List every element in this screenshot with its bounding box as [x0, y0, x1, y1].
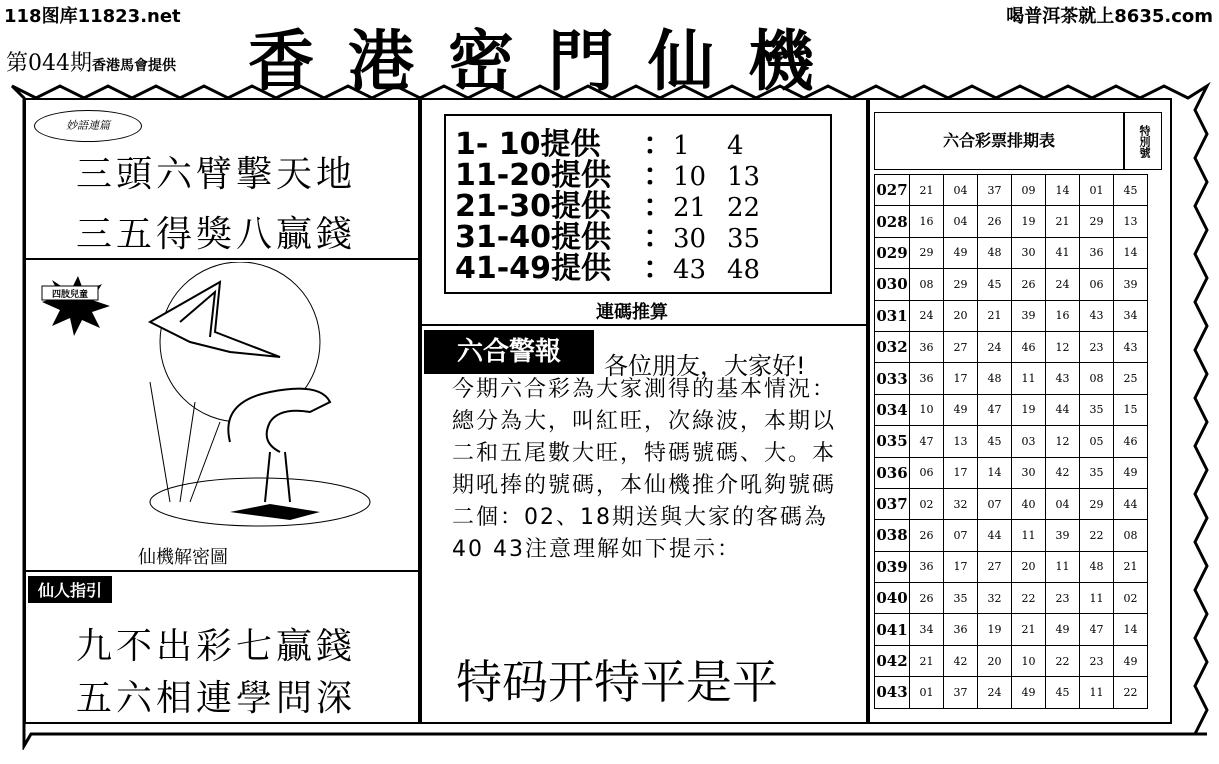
period-cell: 036 — [875, 457, 910, 488]
number-cell: 42 — [944, 645, 978, 676]
number-cell: 21 — [910, 175, 944, 206]
table-row — [875, 206, 1148, 237]
number-cell: 14 — [1114, 614, 1148, 645]
number-cell: 24 — [978, 331, 1012, 362]
number-cell: 23 — [1046, 583, 1080, 614]
number-cell: 29 — [1080, 488, 1114, 519]
alert-tag: 六合警報 — [424, 330, 594, 374]
number-cell: 08 — [910, 269, 944, 300]
schedule-table — [874, 174, 1148, 709]
issue-label: 第044期 — [6, 51, 92, 76]
table-row — [875, 363, 1148, 394]
range-row: 41-49提供 ：43 48 — [455, 254, 781, 285]
number-cell: 49 — [1114, 645, 1148, 676]
number-cell: 36 — [910, 551, 944, 582]
number-cell: 45 — [1046, 677, 1080, 708]
alert-body: 今期六合彩為大家測得的基本情況：總分為大，叫紅旺，次綠波，本期以二和五尾數大旺，特碼號碼、大。本期吼捧的號碼，本仙機推介吼夠號碼二個：02、18期送與大家的客碼為40 43注意理解如下提示： — [452, 377, 837, 562]
number-cell: 49 — [1046, 614, 1080, 645]
number-cell: 22 — [1080, 520, 1114, 551]
number-cell: 24 — [910, 300, 944, 331]
number-cell: 21 — [1012, 614, 1046, 645]
table-row — [875, 175, 1148, 206]
number-cell: 11 — [1012, 520, 1046, 551]
number-cell: 20 — [1012, 551, 1046, 582]
period-cell: 032 — [875, 331, 910, 362]
number-cell: 44 — [1114, 488, 1148, 519]
number-cell: 32 — [978, 583, 1012, 614]
range-label: 41-49提供 — [455, 251, 611, 286]
number-cell: 34 — [910, 614, 944, 645]
number-cell: 36 — [910, 331, 944, 362]
period-cell: 031 — [875, 300, 910, 331]
number-cell: 40 — [1012, 488, 1046, 519]
range-row: 11-20提供 ：10 13 — [455, 161, 781, 192]
number-cell: 10 — [910, 394, 944, 425]
number-cell: 37 — [978, 175, 1012, 206]
number-cell: 13 — [1114, 206, 1148, 237]
period-cell: 027 — [875, 175, 910, 206]
number-cell: 46 — [1012, 331, 1046, 362]
period-cell: 029 — [875, 237, 910, 268]
period-cell: 039 — [875, 551, 910, 582]
picture-caption: 仙機解密圖 — [138, 547, 228, 568]
number-cell: 49 — [944, 394, 978, 425]
number-cell: 22 — [1046, 645, 1080, 676]
number-cell: 47 — [978, 394, 1012, 425]
number-cell: 12 — [1046, 426, 1080, 457]
number-cell: 49 — [1114, 457, 1148, 488]
table-row — [875, 583, 1148, 614]
number-cell: 24 — [1046, 269, 1080, 300]
number-cell: 04 — [944, 206, 978, 237]
number-cell: 21 — [1114, 551, 1148, 582]
number-cell: 43 — [1114, 331, 1148, 362]
period-cell: 040 — [875, 583, 910, 614]
range-row: 31-40提供 ：30 35 — [455, 223, 781, 254]
number-cell: 06 — [910, 457, 944, 488]
range-value: 22 — [727, 193, 761, 223]
table-row — [875, 426, 1148, 457]
number-cell: 11 — [1080, 677, 1114, 708]
number-cell: 03 — [1012, 426, 1046, 457]
crane-illustration — [30, 262, 410, 542]
range-value: 13 — [727, 162, 761, 192]
number-cell: 29 — [944, 269, 978, 300]
number-cell: 21 — [910, 645, 944, 676]
number-cell: 30 — [1012, 237, 1046, 268]
number-cell: 01 — [1080, 175, 1114, 206]
range-value: 48 — [727, 255, 761, 285]
number-cell: 22 — [1012, 583, 1046, 614]
table-row — [875, 300, 1148, 331]
number-cell: 48 — [978, 363, 1012, 394]
number-cell: 39 — [1046, 520, 1080, 551]
number-cell: 02 — [910, 488, 944, 519]
period-cell: 042 — [875, 645, 910, 676]
provider-label: 香港馬會提供 — [92, 58, 176, 74]
period-cell: 030 — [875, 269, 910, 300]
period-cell: 028 — [875, 206, 910, 237]
number-cell: 16 — [910, 206, 944, 237]
number-cell: 34 — [1114, 300, 1148, 331]
page-title: 香港密門仙機 — [248, 23, 848, 100]
site-url-right[interactable]: 喝普洱茶就上8635.com — [1006, 6, 1213, 27]
number-cell: 36 — [944, 614, 978, 645]
number-cell: 26 — [978, 206, 1012, 237]
number-cell: 43 — [1080, 300, 1114, 331]
number-cell: 49 — [1012, 677, 1046, 708]
number-cell: 20 — [978, 645, 1012, 676]
number-cell: 11 — [1080, 583, 1114, 614]
verse-line: 三五得獎八贏錢 — [76, 214, 357, 255]
table-row — [875, 551, 1148, 582]
number-cell: 35 — [944, 583, 978, 614]
number-cell: 42 — [1046, 457, 1080, 488]
range-row: 1- 10提供 ：1 4 — [455, 130, 781, 161]
verse-line: 九不出彩七贏錢 — [76, 626, 357, 667]
table-row — [875, 269, 1148, 300]
number-cell: 13 — [944, 426, 978, 457]
number-cell: 48 — [1080, 551, 1114, 582]
table-row — [875, 394, 1148, 425]
number-cell: 07 — [944, 520, 978, 551]
period-cell: 038 — [875, 520, 910, 551]
number-cell: 10 — [1012, 645, 1046, 676]
period-cell: 034 — [875, 394, 910, 425]
number-cell: 45 — [978, 426, 1012, 457]
number-cell: 06 — [1080, 269, 1114, 300]
number-cell: 15 — [1114, 394, 1148, 425]
number-cell: 36 — [1080, 237, 1114, 268]
number-cell: 11 — [1012, 363, 1046, 394]
range-value: 4 — [727, 131, 744, 161]
period-cell: 037 — [875, 488, 910, 519]
number-cell: 35 — [1080, 394, 1114, 425]
number-cell: 48 — [978, 237, 1012, 268]
number-cell: 04 — [1046, 488, 1080, 519]
range-value: 21 — [673, 193, 707, 223]
table-row — [875, 488, 1148, 519]
number-cell: 26 — [910, 583, 944, 614]
range-value: 35 — [727, 224, 761, 254]
number-cell: 26 — [1012, 269, 1046, 300]
period-cell: 035 — [875, 426, 910, 457]
schedule-special-label: 特別號 — [1124, 112, 1162, 170]
number-cell: 08 — [1114, 520, 1148, 551]
number-cell: 41 — [1046, 237, 1080, 268]
range-value: 30 — [673, 224, 707, 254]
number-cell: 46 — [1114, 426, 1148, 457]
range-table — [455, 127, 781, 286]
number-cell: 36 — [910, 363, 944, 394]
number-cell: 37 — [944, 677, 978, 708]
number-cell: 43 — [1046, 363, 1080, 394]
table-row — [875, 237, 1148, 268]
table-row — [875, 614, 1148, 645]
verse-line: 三頭六臂擊天地 — [76, 154, 357, 195]
period-cell: 043 — [875, 677, 910, 708]
number-cell: 26 — [910, 520, 944, 551]
number-cell: 32 — [944, 488, 978, 519]
number-cell: 45 — [1114, 175, 1148, 206]
verse-pill: 妙語連篇 — [34, 110, 142, 142]
number-cell: 29 — [1080, 206, 1114, 237]
range-label: 21-30提供 — [455, 189, 611, 224]
number-cell: 21 — [1046, 206, 1080, 237]
number-cell: 08 — [1080, 363, 1114, 394]
number-cell: 45 — [978, 269, 1012, 300]
number-cell: 29 — [910, 237, 944, 268]
number-cell: 24 — [978, 677, 1012, 708]
number-cell: 09 — [1012, 175, 1046, 206]
number-cell: 27 — [944, 331, 978, 362]
number-cell: 22 — [1114, 677, 1148, 708]
number-cell: 16 — [1046, 300, 1080, 331]
number-cell: 07 — [978, 488, 1012, 519]
number-cell: 23 — [1080, 645, 1114, 676]
number-cell: 17 — [944, 363, 978, 394]
number-cell: 11 — [1046, 551, 1080, 582]
number-cell: 04 — [944, 175, 978, 206]
number-cell: 17 — [944, 457, 978, 488]
verse-line: 五六相連學問深 — [76, 678, 357, 719]
badge-text: 四肢兒童 — [51, 290, 89, 300]
number-cell: 47 — [910, 426, 944, 457]
calc-title: 連碼推算 — [596, 302, 668, 323]
number-cell: 19 — [1012, 206, 1046, 237]
range-value: 43 — [673, 255, 707, 285]
range-label: 11-20提供 — [455, 158, 611, 193]
number-cell: 19 — [978, 614, 1012, 645]
number-cell: 14 — [1046, 175, 1080, 206]
number-cell: 30 — [1012, 457, 1046, 488]
guide-tag: 仙人指引 — [28, 576, 112, 603]
number-cell: 02 — [1114, 583, 1148, 614]
period-cell: 041 — [875, 614, 910, 645]
table-row — [875, 331, 1148, 362]
number-cell: 25 — [1114, 363, 1148, 394]
number-cell: 17 — [944, 551, 978, 582]
number-cell: 19 — [1012, 394, 1046, 425]
number-cell: 12 — [1046, 331, 1080, 362]
number-cell: 27 — [978, 551, 1012, 582]
number-cell: 35 — [1080, 457, 1114, 488]
number-cell: 39 — [1012, 300, 1046, 331]
number-cell: 23 — [1080, 331, 1114, 362]
slogan: 特码开特平是平 — [456, 655, 778, 709]
number-cell: 44 — [1046, 394, 1080, 425]
table-row — [875, 457, 1148, 488]
number-cell: 21 — [978, 300, 1012, 331]
table-row — [875, 645, 1148, 676]
table-row — [875, 677, 1148, 708]
range-value: 1 — [673, 131, 690, 161]
number-cell: 14 — [978, 457, 1012, 488]
period-cell: 033 — [875, 363, 910, 394]
range-label: 31-40提供 — [455, 220, 611, 255]
table-row — [875, 520, 1148, 551]
site-url-left[interactable]: 118图库11823.net — [4, 6, 181, 27]
number-cell: 44 — [978, 520, 1012, 551]
issue-number — [6, 46, 176, 77]
range-label: 1- 10提供 — [455, 127, 601, 162]
number-cell: 01 — [910, 677, 944, 708]
number-cell: 20 — [944, 300, 978, 331]
number-cell: 14 — [1114, 237, 1148, 268]
range-row: 21-30提供 ：21 22 — [455, 192, 781, 223]
number-cell: 39 — [1114, 269, 1148, 300]
range-value: 10 — [673, 162, 707, 192]
number-cell: 47 — [1080, 614, 1114, 645]
greeting: 各位朋友，大家好! — [604, 352, 806, 380]
number-cell: 49 — [944, 237, 978, 268]
schedule-title: 六合彩票排期表 — [874, 112, 1124, 170]
number-cell: 05 — [1080, 426, 1114, 457]
